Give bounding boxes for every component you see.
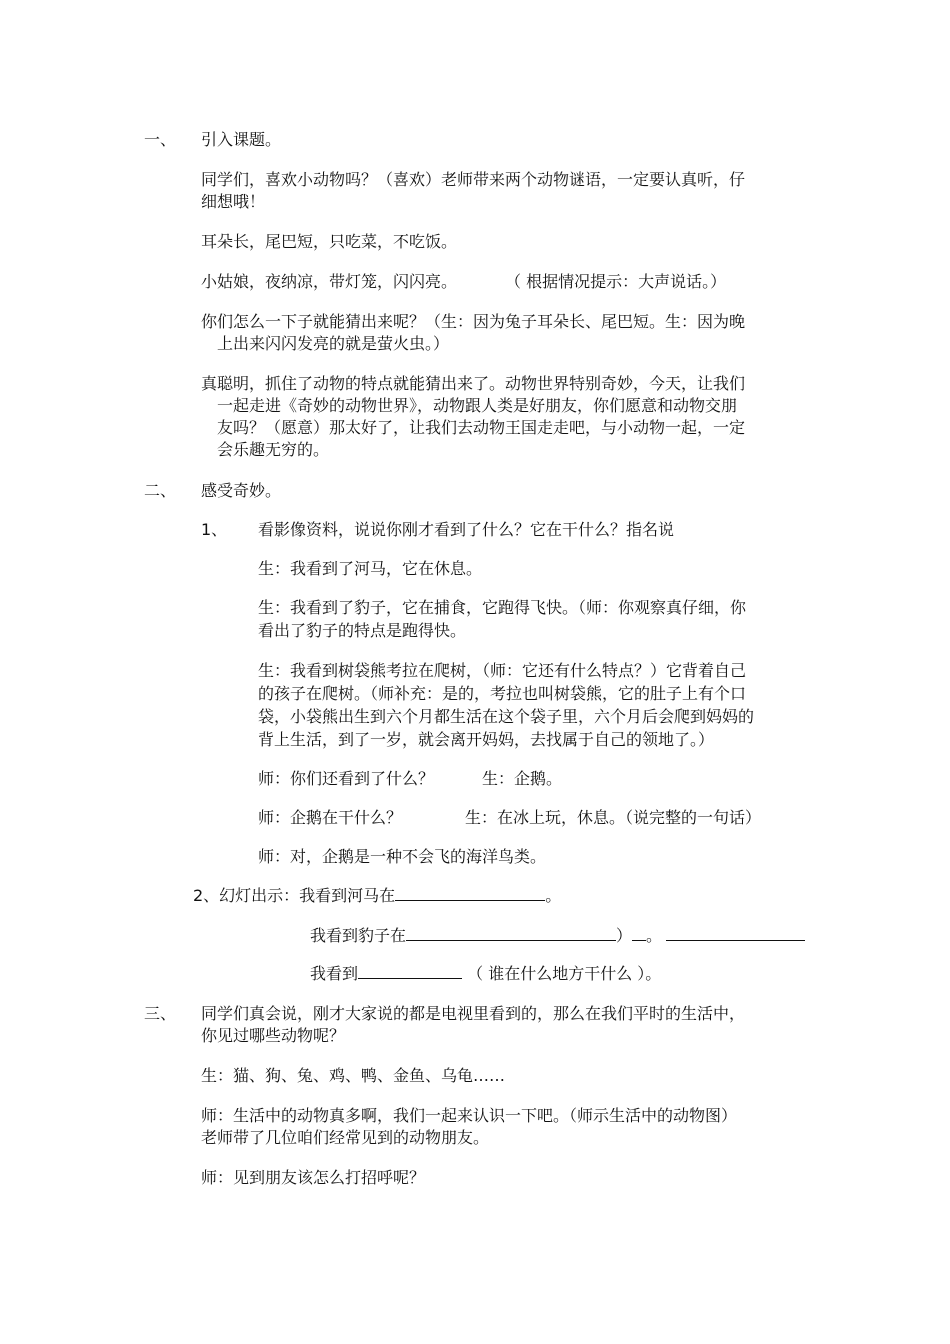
item-1-text: 看影像资料，说说你刚才看到了什么？它在干什么？指名说 — [258, 520, 675, 539]
dialogue-line: 生：我看到了豹子，它在捕食，它跑得飞快。（师：你观察真仔细，你 — [258, 598, 747, 617]
paragraph: 友吗？（愿意）那太好了，让我们去动物王国走走吧，与小动物一起，一定 — [217, 418, 746, 437]
dialogue-line: 看出了豹子的特点是跑得快。 — [258, 621, 467, 640]
slide-sentence-3-prefix: 我看到 — [310, 964, 359, 983]
paragraph: 你们怎么一下子就能猜出来呢？（生：因为兔子耳朵长、尾巴短。生：因为晚 — [201, 312, 746, 331]
fill-in-blank — [666, 924, 805, 941]
slide-sentence-3 — [310, 962, 661, 986]
paragraph: 同学们真会说，刚才大家说的都是电视里看到的，那么在我们平时的生活中， — [201, 1004, 746, 1023]
section-1-title: 引入课题。 — [201, 130, 282, 149]
slide-sentence-2 — [310, 924, 662, 948]
paragraph: 你见过哪些动物呢？ — [201, 1026, 346, 1045]
slide-sentence-3-end: （ 谁在什么地方干什么 ）。 — [467, 964, 662, 983]
item-1-number: 1、 — [201, 520, 228, 539]
paragraph: 老师带了几位咱们经常见到的动物朋友。 — [201, 1128, 490, 1147]
paragraph: 同学们，喜欢小动物吗？（喜欢）老师带来两个动物谜语，一定要认真听，仔 — [201, 170, 746, 189]
fill-in-blank — [358, 962, 462, 979]
paragraph: 一起走进《奇妙的动物世界》，动物跟人类是好朋友，你们愿意和动物交朋 — [217, 396, 738, 415]
section-2-marker: 二、 — [144, 481, 177, 500]
riddle-2: 小姑娘，夜纳凉，带灯笼，闪闪亮。 — [201, 272, 458, 291]
paragraph: 真聪明，抓住了动物的特点就能猜出来了。动物世界特别奇妙，今天，让我们 — [201, 374, 746, 393]
dialogue-line: 师：你们还看到了什么？ — [258, 769, 435, 788]
fill-in-blank — [632, 924, 646, 941]
dialogue-line: 背上生活，到了一岁，就会离开妈妈，去找属于自己的领地了。） — [258, 730, 715, 749]
paragraph: 上出来闪闪发亮的就是萤火虫。） — [217, 334, 450, 353]
slide-sentence-1-prefix: 2、幻灯出示：我看到河马在 — [193, 886, 396, 905]
paragraph: 细想哦！ — [201, 192, 266, 211]
section-3-marker: 三、 — [144, 1004, 177, 1023]
fill-in-blank — [406, 924, 616, 941]
paragraph: 师：见到朋友该怎么打招呼呢？ — [201, 1168, 426, 1187]
paragraph: 师：生活中的动物真多啊，我们一起来认识一下吧。（师示生活中的动物图） — [201, 1106, 738, 1125]
dialogue-line: 生：在冰上玩，休息。（说完整的一句话） — [465, 808, 762, 827]
slide-sentence-2-prefix: 我看到豹子在 — [310, 926, 407, 945]
dialogue-line: 师：企鹅在干什么？ — [258, 808, 403, 827]
section-2-title: 感受奇妙。 — [201, 481, 282, 500]
section-1-marker: 一、 — [144, 130, 177, 149]
riddle-1: 耳朵长，尾巴短，只吃菜，不吃饭。 — [201, 232, 458, 251]
paragraph: 会乐趣无穷的。 — [217, 440, 330, 459]
dialogue-line: 生：我看到了河马，它在休息。 — [258, 559, 483, 578]
slide-sentence-1 — [193, 884, 561, 908]
dialogue-line: 生：我看到树袋熊考拉在爬树，（师：它还有什么特点？）它背着自己 — [258, 661, 747, 680]
dialogue-line: 生：企鹅。 — [482, 769, 563, 788]
riddle-2-hint: （ 根据情况提示：大声说话。） — [505, 272, 727, 291]
fill-in-blank — [395, 884, 545, 901]
dialogue-line: 袋，小袋熊出生到六个月都生活在这个袋子里，六个月后会爬到妈妈的 — [258, 707, 755, 726]
dialogue-line: 师：对，企鹅是一种不会飞的海洋鸟类。 — [258, 847, 547, 866]
slide-sentence-2-mid: ） — [616, 926, 633, 945]
dialogue-line: 的孩子在爬树。（师补充：是的，考拉也叫树袋熊，它的肚子上有个口 — [258, 684, 747, 703]
slide-sentence-1-end: 。 — [545, 886, 562, 905]
paragraph: 生：猫、狗、兔、鸡、鸭、金鱼、乌龟…… — [201, 1066, 506, 1085]
slide-sentence-2-end: 。 — [646, 926, 663, 945]
